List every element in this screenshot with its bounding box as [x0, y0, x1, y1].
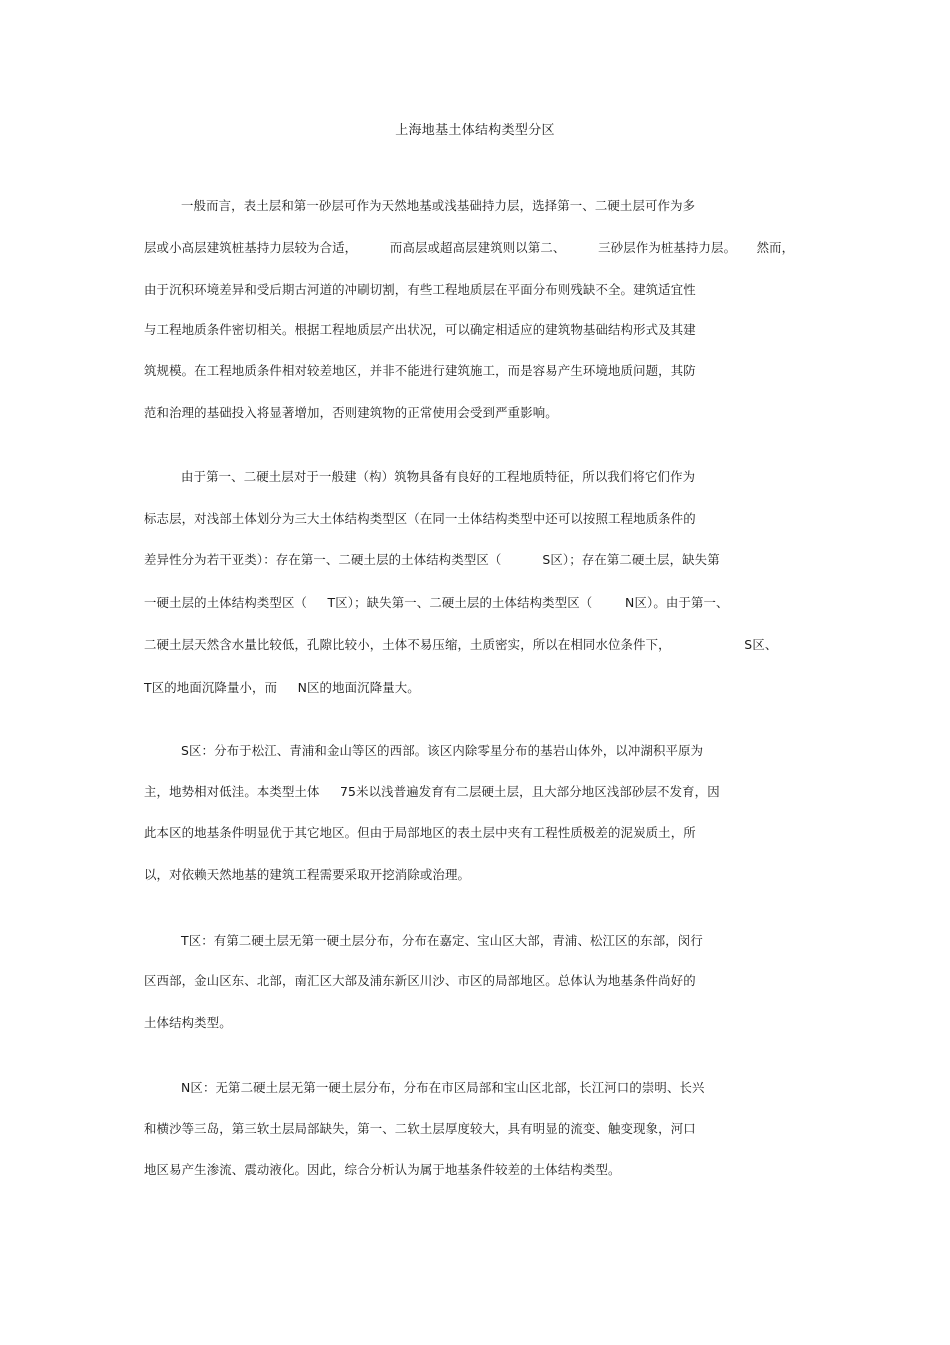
paragraph-n-zone-line: 地区易产生渗流、震动液化。因此，综合分析认为属于地基条件较差的土体结构类型。	[144, 1162, 621, 1177]
paragraph-s-zone-line: S区：分布于松江、青浦和金山等区的西部。该区内除零星分布的基岩山体外，以冲湖积平原为	[181, 743, 704, 758]
paragraph-t-zone-line: 区西部，金山区东、北部，南汇区大部及浦东新区川沙、市区的局部地区。总体认为地基条件尚好的	[144, 973, 696, 988]
paragraph-classification-line: 由于第一、二硬土层对于一般建（构）筑物具备有良好的工程地质特征，所以我们将它们作为	[181, 469, 696, 484]
paragraph-intro-line: 与工程地质条件密切相关。根据工程地质层产出状况，可以确定相适应的建筑物基础结构形式及其建	[144, 322, 696, 337]
paragraph-t-zone-line: 土体结构类型。	[144, 1015, 232, 1030]
paragraph-n-zone-line: 和横沙等三岛，第三软土层局部缺失，第一、二软土层厚度较大，具有明显的流变、触变现象，河口	[144, 1121, 696, 1136]
paragraph-intro-line: 由于沉积环境差异和受后期古河道的冲刷切割，有些工程地质层在平面分布则残缺不全。建筑适宜性	[144, 282, 696, 297]
paragraph-s-zone-line: 主，地势相对低洼。本类型土体 75米以浅普遍发育有二层硬土层，且大部分地区浅部砂层不发育，因	[144, 784, 720, 799]
paragraph-s-zone-line: 此本区的地基条件明显优于其它地区。但由于局部地区的表土层中夹有工程性质极差的泥炭质土，所	[144, 825, 696, 840]
paragraph-classification-line: 二硬土层天然含水量比较低，孔隙比较小，土体不易压缩，土质密实，所以在相同水位条件下， S区、	[144, 637, 778, 652]
paragraph-intro-line: 层或小高层建筑桩基持力层较为合适， 而高层或超高层建筑则以第二、 三砂层作为桩基持力层。 然而，	[144, 240, 795, 255]
paragraph-s-zone-line: 以，对依赖天然地基的建筑工程需要采取开挖消除或治理。	[144, 867, 471, 882]
paragraph-intro-line: 一般而言，表土层和第一砂层可作为天然地基或浅基础持力层，选择第一、二硬土层可作为多	[181, 198, 696, 213]
paragraph-classification-line: T区的地面沉降量小，而 N区的地面沉降量大。	[144, 680, 420, 695]
paragraph-classification-line: 一硬土层的土体结构类型区（ T区）；缺失第一、二硬土层的土体结构类型区（ N区）。由于第一、	[144, 595, 729, 610]
paragraph-classification-line: 差异性分为若干亚类）：存在第一、二硬土层的土体结构类型区（ S区）；存在第二硬土层，缺失第	[144, 552, 720, 567]
paragraph-n-zone-line: N区：无第二硬土层无第一硬土层分布，分布在市区局部和宝山区北部，长江河口的崇明、长兴	[181, 1080, 705, 1095]
paragraph-classification-line: 标志层，对浅部土体划分为三大土体结构类型区（在同一土体结构类型中还可以按照工程地质条件的	[144, 511, 696, 526]
paragraph-intro-line: 范和治理的基础投入将显著增加，否则建筑物的正常使用会受到严重影响。	[144, 405, 558, 420]
paragraph-t-zone-line: T区：有第二硬土层无第一硬土层分布，分布在嘉定、宝山区大部，青浦、松江区的东部，闵行	[181, 933, 703, 948]
paragraph-intro-line: 筑规模。在工程地质条件相对较差地区，并非不能进行建筑施工，而是容易产生环境地质问题，其防	[144, 363, 696, 378]
document-title: 上海地基土体结构类型分区	[395, 123, 555, 138]
